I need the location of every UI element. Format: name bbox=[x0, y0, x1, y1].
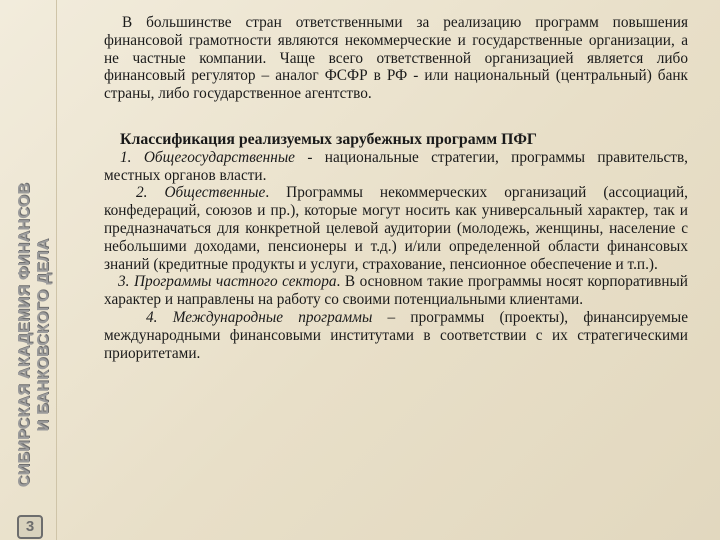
list-item-title: 3. Программы частного сектора bbox=[118, 273, 337, 291]
list-item-title: 1. Общегосударственные bbox=[120, 148, 295, 166]
academy-name-line2: И БАНКОВСКОГО ДЕЛА bbox=[35, 238, 52, 432]
page-number-badge: 3 bbox=[17, 515, 43, 539]
list-item-text: - национальные стратегии, программы правительств, местных органов власти. bbox=[104, 148, 688, 184]
list-item-title: 2. Общественные bbox=[136, 184, 266, 202]
list-item bbox=[104, 184, 688, 273]
list-item-title: 4. Международные программы bbox=[146, 308, 373, 326]
academy-name-vertical bbox=[15, 135, 53, 535]
list-item bbox=[104, 273, 688, 309]
list-item-text: . Программы некоммерческих организаций (ассоциаций, конфедераций, союзов и пр.), которые могут носить как универсальный характер, так и предназначаться для конкретной целевой аудитории (молодежь, женщины, население с небольшими доходами, пенсионеры и т.д.) и/или определенной области финансовых знаний (кредитные продукты и услуги, страхование, пенсионное обеспечение и т.п.). bbox=[104, 184, 688, 273]
intro-paragraph: В большинстве стран ответственными за реализацию программ повышения финансовой грамотности являются некоммерческие и государственные организации, а не частные компании. Чаще всего ответственной организацией является либо финансовый регулятор – аналог ФСФР в РФ - или национальный (центральный) банк страны, либо государственное агентство. bbox=[104, 14, 688, 103]
slide-content bbox=[104, 14, 688, 362]
list-item-text: . В основном такие программы носят корпоративный характер и направлены на работу со своими потенциальными клиентами. bbox=[104, 273, 688, 309]
list-item-text: – программы (проекты), финансируемые международными финансовыми институтами в соответствии с их стратегическими приоритетами. bbox=[104, 308, 689, 362]
section-heading: Классификация реализуемых зарубежных программ ПФГ bbox=[120, 130, 537, 148]
list-item bbox=[104, 309, 688, 362]
academy-name-line1: СИБИРСКАЯ АКАДЕМИЯ ФИНАНСОВ bbox=[16, 182, 33, 488]
sidebar bbox=[0, 0, 57, 540]
list-item bbox=[104, 149, 688, 185]
